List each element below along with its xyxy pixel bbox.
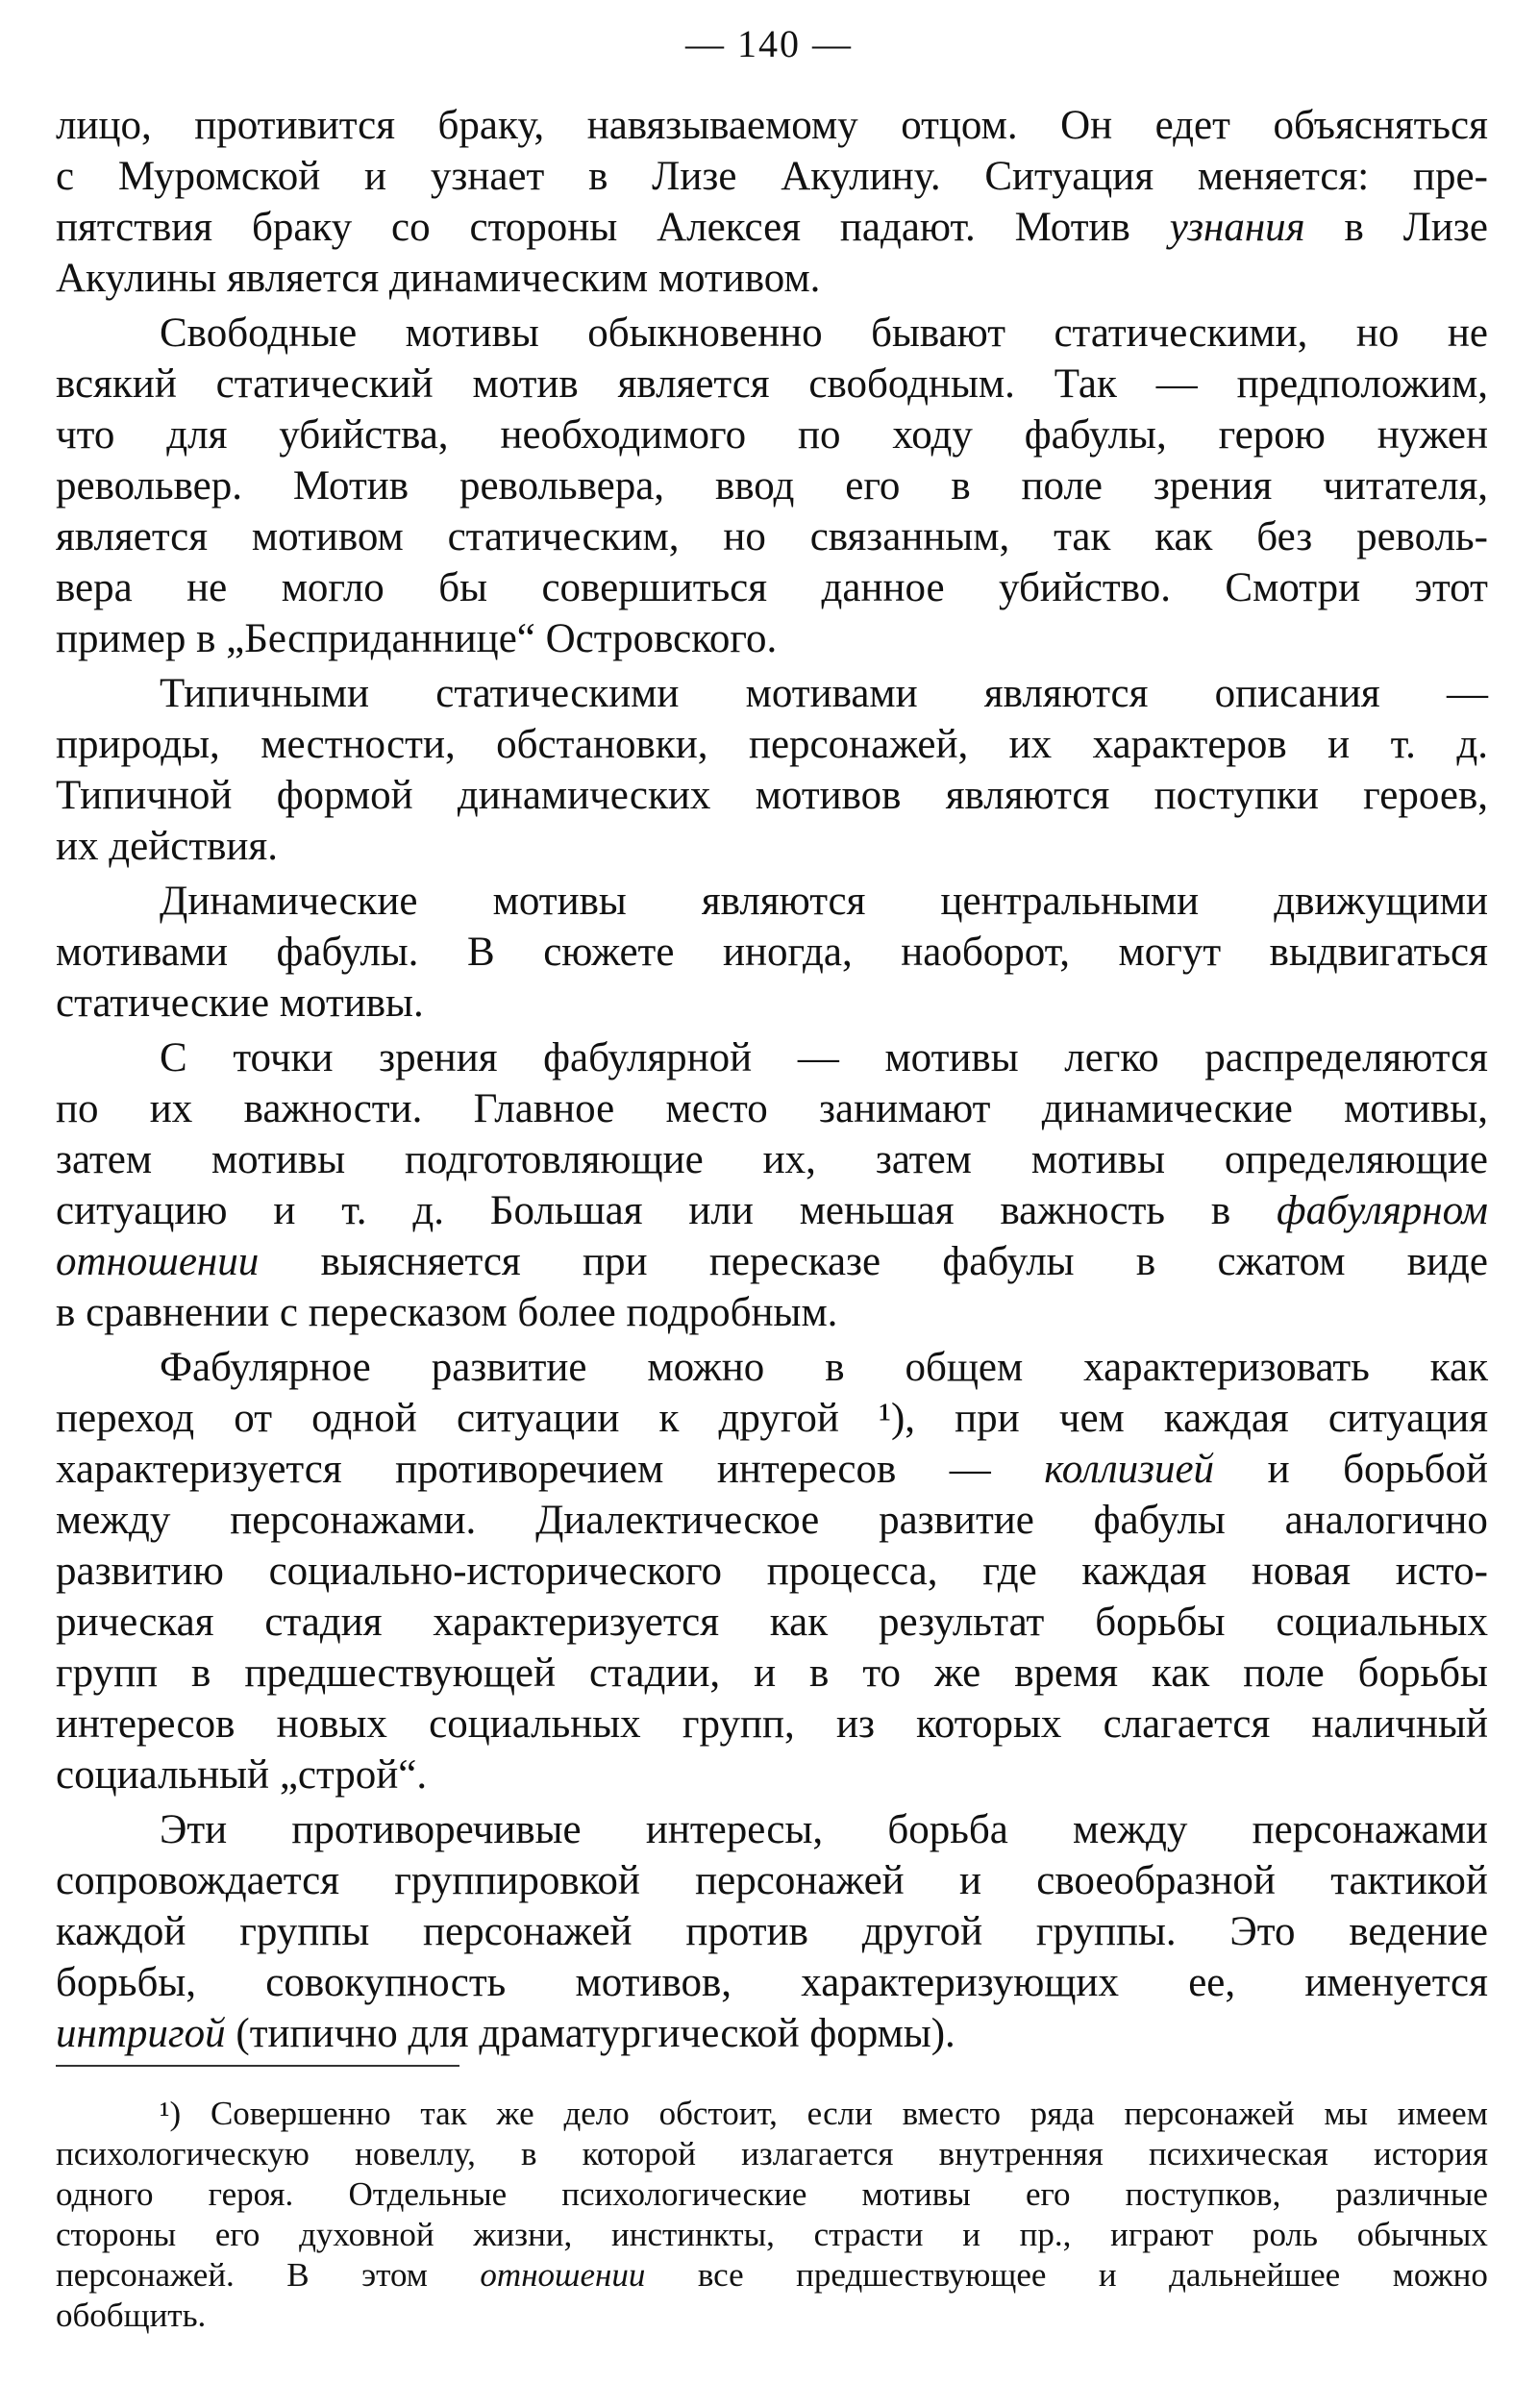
paragraph (56, 1804, 1488, 2059)
text-line: вера не могло бы совершиться данное убийство. Смотри этот (56, 565, 1488, 610)
text-line: пример в „Бесприданнице“ Островского. (56, 616, 778, 661)
text-line: Фабулярное развитие можно в общем характеризовать как (160, 1345, 1488, 1390)
text-line: револьвер. Мотив револьвера, ввод его в поле зрения читателя, (56, 463, 1488, 509)
paragraph (56, 100, 1488, 304)
text-line: рическая стадия характеризуется как результат борьбы социальных (56, 1600, 1488, 1645)
footnote (56, 2094, 1488, 2336)
page-number: — 140 — (685, 22, 853, 65)
text-line: природы, местности, обстановки, персонажей, их характеров и т. д. (56, 722, 1488, 767)
footnote-rule (56, 2065, 459, 2067)
paragraph (56, 1032, 1488, 1338)
text-line: их действия. (56, 824, 278, 869)
text-line: ситуацию и т. д. Большая или меньшая важность в фабулярном (56, 1188, 1488, 1233)
text-line: переход от одной ситуации к другой ¹), при чем каждая ситуация (56, 1396, 1488, 1441)
text-line: каждой группы персонажей против другой группы. Это ведение (56, 1909, 1488, 1954)
text-line: мотивами фабулы. В сюжете иногда, наоборот, могут выдвигаться (56, 930, 1488, 975)
text-line: затем мотивы подготовляющие их, затем мотивы определяющие (56, 1137, 1488, 1182)
paragraph (56, 668, 1488, 872)
text-line: Свободные мотивы обыкновенно бывают статическими, но не (160, 310, 1488, 356)
paragraph (56, 1342, 1488, 1800)
text-line: пятствия браку со стороны Алексея падают. Мотив узнания в Лизе (56, 205, 1488, 250)
text-line: интригой (типично для драматургической формы). (56, 2011, 955, 2056)
text-line: сопровождается группировкой персонажей и своеобразной тактикой (56, 1858, 1488, 1903)
footnote-line: ¹) Совершенно так же дело обстоит, если вместо ряда персонажей мы имеем (160, 2095, 1488, 2132)
text-line: в сравнении с пересказом более подробным. (56, 1290, 838, 1335)
text-line: С точки зрения фабулярной — мотивы легко распределяются (160, 1035, 1488, 1080)
text-line: Эти противоречивые интересы, борьба между персонажами (160, 1807, 1488, 1852)
footnote-line: одного героя. Отдельные психологические мотивы его поступков, различные (56, 2175, 1488, 2213)
text-line: является мотивом статическим, но связанным, так как без револь- (56, 514, 1488, 559)
text-line: всякий статический мотив является свободным. Так — предположим, (56, 361, 1488, 407)
text-line: борьбы, совокупность мотивов, характеризующих ее, именуется (56, 1960, 1488, 2005)
text-line: социальный „строй“. (56, 1752, 428, 1798)
text-line: Динамические мотивы являются центральными движущими (160, 879, 1488, 924)
text-line: групп в предшествующей стадии, и в то же время как поле борьбы (56, 1651, 1488, 1696)
paragraph (56, 308, 1488, 664)
paragraph (56, 876, 1488, 1029)
footnote-line: психологическую новеллу, в которой излагается внутренняя психическая история (56, 2135, 1488, 2172)
text-line: развитию социально-исторического процесса, где каждая новая исто- (56, 1549, 1488, 1594)
text-line: характеризуется противоречием интересов — коллизией и борьбой (56, 1447, 1488, 1492)
text-line: статические мотивы. (56, 981, 424, 1026)
text-line: между персонажами. Диалектическое развитие фабулы аналогично (56, 1498, 1488, 1543)
body-text (56, 100, 1488, 2059)
footnote-line: обобщить. (56, 2296, 207, 2334)
text-line: с Муромской и узнает в Лизе Акулину. Ситуация меняется: пре- (56, 154, 1488, 199)
text-line: интересов новых социальных групп, из которых слагается наличный (56, 1701, 1488, 1747)
text-line: по их важности. Главное место занимают динамические мотивы, (56, 1086, 1488, 1131)
text-line: Типичными статическими мотивами являются описания — (160, 671, 1488, 716)
text-line: Типичной формой динамических мотивов являются поступки героев, (56, 773, 1488, 818)
text-line: что для убийства, необходимого по ходу фабулы, герою нужен (56, 412, 1488, 458)
footnote-line: стороны его духовной жизни, инстинкты, страсти и пр., играют роль обычных (56, 2216, 1488, 2253)
text-line: лицо, противится браку, навязываемому отцом. Он едет объясняться (56, 103, 1488, 148)
text-line: отношении выясняется при пересказе фабулы в сжатом виде (56, 1239, 1488, 1284)
text-line: Акулины является динамическим мотивом. (56, 256, 821, 301)
footnote-line: персонажей. В этом отношении все предшествующее и дальнейшее можно (56, 2256, 1488, 2294)
